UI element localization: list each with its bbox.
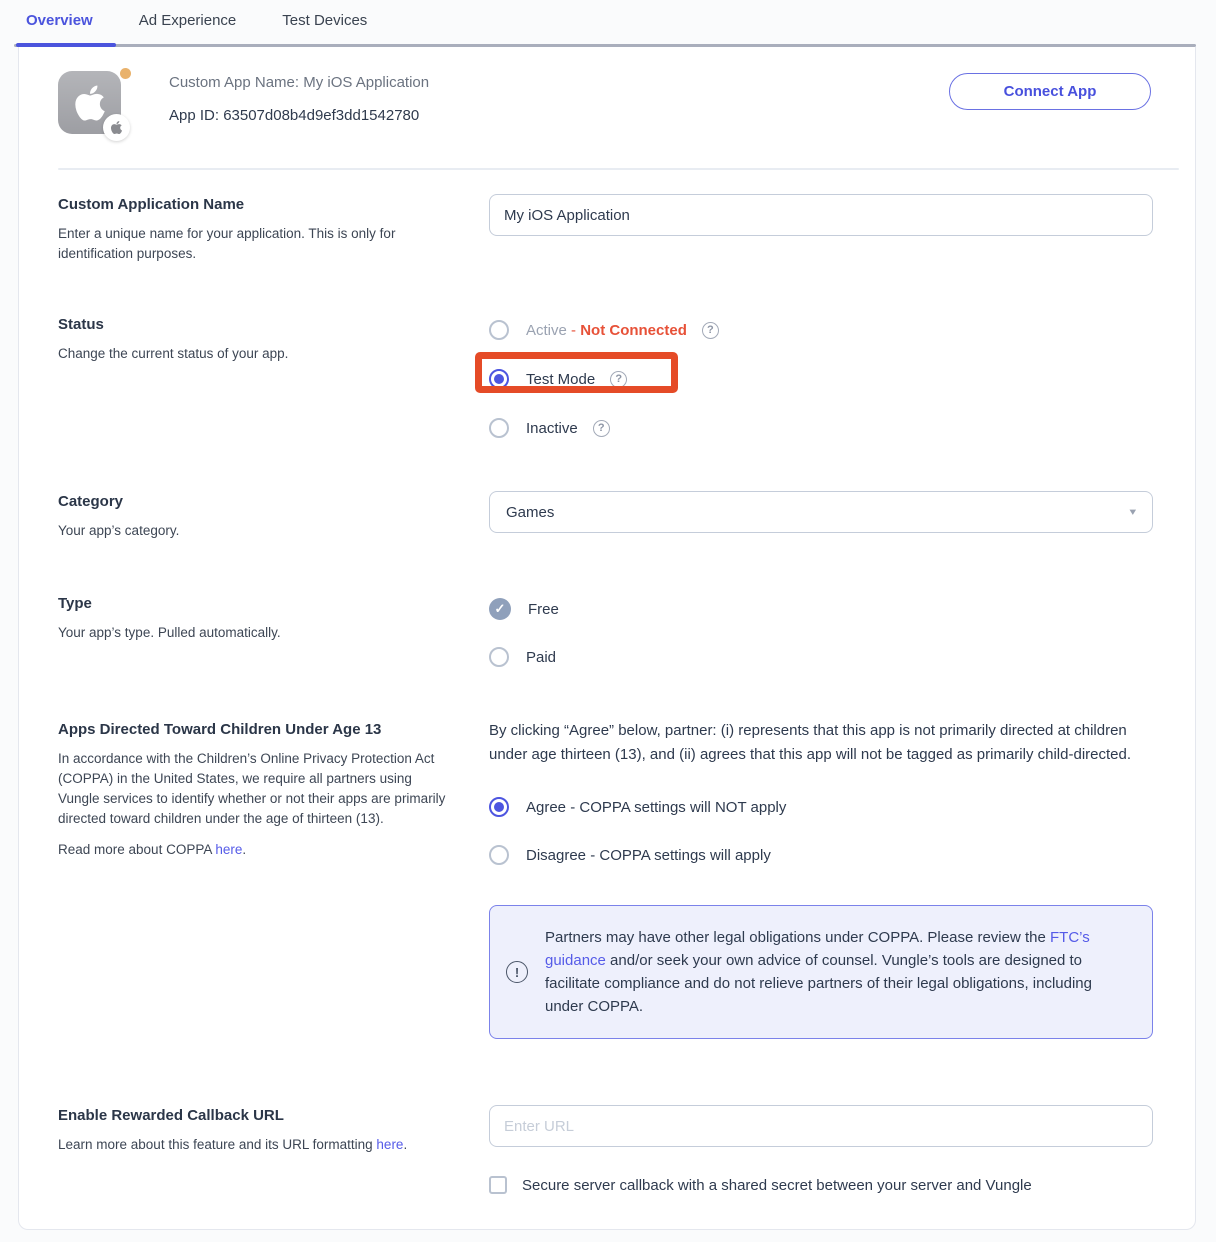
exclamation-icon: ! — [506, 961, 528, 983]
status-section — [19, 314, 1195, 442]
type-heading: Type — [58, 595, 92, 612]
secure-callback-label: Secure server callback with a shared secret between your server and Vungle — [522, 1177, 1032, 1194]
help-icon[interactable]: ? — [610, 371, 627, 388]
help-icon[interactable]: ? — [593, 420, 610, 437]
callback-here-link[interactable]: here — [376, 1137, 404, 1152]
custom-name-description: Enter a unique name for your application. This is only for identification purposes. — [58, 226, 396, 261]
coppa-radio-agree[interactable] — [489, 793, 786, 821]
status-active-separator: - — [566, 321, 581, 339]
coppa-legal-notice — [489, 905, 1153, 1039]
callback-heading: Enable Rewarded Callback URL — [58, 1107, 284, 1124]
category-section — [19, 491, 1195, 541]
category-selected-value: Games — [506, 503, 555, 521]
tab-test-devices[interactable]: Test Devices — [282, 12, 368, 29]
checkbox-icon[interactable] — [489, 1176, 507, 1194]
coppa-agree-label: Agree - COPPA settings will NOT apply — [526, 798, 787, 816]
secure-callback-checkbox-row[interactable] — [489, 1173, 1153, 1198]
app-settings-card — [18, 47, 1196, 1230]
coppa-read-more: Read more about COPPA here. — [58, 842, 247, 857]
status-inactive-label: Inactive — [526, 419, 578, 437]
help-icon[interactable]: ? — [702, 322, 719, 339]
status-active-label: Active — [526, 321, 567, 339]
coppa-description: In accordance with the Children’s Online Privacy Protection Act (COPPA) in the United States, we require all partners using Vungle services to identify whether or not their apps are primarily directed toward children under the age of thirteen (13). — [58, 751, 446, 826]
callback-url-input[interactable] — [489, 1105, 1153, 1147]
callback-description: Learn more about this feature and its URL formatting here. — [58, 1137, 408, 1152]
type-description: Your app’s type. Pulled automatically. — [58, 625, 281, 640]
type-paid-label: Paid — [526, 648, 557, 666]
coppa-here-link[interactable]: here — [215, 842, 243, 857]
coppa-section — [19, 719, 1195, 1039]
coppa-agreement-paragraph: By clicking “Agree” below, partner: (i) represents that this app is not primarily directed at children under age thirteen (13), and (ii) agrees that this app will not be tagged as primarily child-directed. — [489, 722, 1132, 763]
radio-icon — [489, 418, 509, 438]
radio-icon — [489, 647, 509, 667]
status-radio-test-mode[interactable] — [489, 365, 627, 393]
category-description: Your app’s category. — [58, 523, 180, 538]
tab-ad-experience[interactable]: Ad Experience — [138, 12, 237, 29]
tab-bar — [0, 0, 1216, 47]
header-divider — [58, 168, 1179, 170]
coppa-radio-disagree[interactable] — [489, 841, 771, 869]
status-radio-active[interactable] — [489, 316, 719, 344]
callback-section — [19, 1105, 1195, 1198]
type-radio-free[interactable] — [489, 595, 559, 623]
category-heading: Category — [58, 493, 124, 510]
coppa-notice-text: Partners may have other legal obligations under COPPA. Please review the FTC’s guidance and/or seek your own advice of counsel. Vungle’s tools are designed to facilitate compliance and do not relieve partners of their legal obligations, including under COPPA. — [545, 929, 1092, 1015]
chevron-down-icon: ▾ — [1129, 505, 1136, 518]
category-select[interactable] — [489, 491, 1153, 533]
checked-circle-icon: ✓ — [489, 598, 511, 620]
status-radio-inactive[interactable] — [489, 414, 610, 442]
custom-app-name-line: Custom App Name: My iOS Application — [169, 74, 430, 91]
coppa-disagree-label: Disagree - COPPA settings will apply — [526, 846, 771, 864]
status-description: Change the current status of your app. — [58, 346, 289, 361]
coppa-heading: Apps Directed Toward Children Under Age 13 — [58, 721, 382, 738]
radio-icon-selected — [489, 797, 509, 817]
apple-badge-icon — [103, 114, 130, 141]
radio-icon — [489, 320, 509, 340]
app-id-line: App ID: 63507d08b4d9ef3dd1542780 — [169, 107, 420, 124]
status-not-connected-label: Not Connected — [580, 321, 687, 339]
type-free-label: Free — [528, 600, 559, 618]
status-heading: Status — [58, 316, 104, 333]
tab-overview[interactable]: Overview — [26, 12, 93, 29]
type-section — [19, 593, 1195, 671]
custom-name-heading: Custom Application Name — [58, 196, 245, 213]
status-dot — [120, 68, 131, 79]
ftc-guidance-link[interactable]: FTC’s guidance — [545, 929, 1090, 969]
status-test-mode-label: Test Mode — [526, 370, 596, 388]
type-radio-paid[interactable] — [489, 643, 556, 671]
custom-name-input[interactable] — [489, 194, 1153, 236]
radio-icon-selected — [489, 369, 509, 389]
app-header — [19, 47, 1195, 135]
custom-name-section — [19, 194, 1195, 264]
radio-icon — [489, 845, 509, 865]
connect-app-button[interactable]: Connect App — [949, 73, 1151, 110]
app-icon — [58, 71, 122, 135]
